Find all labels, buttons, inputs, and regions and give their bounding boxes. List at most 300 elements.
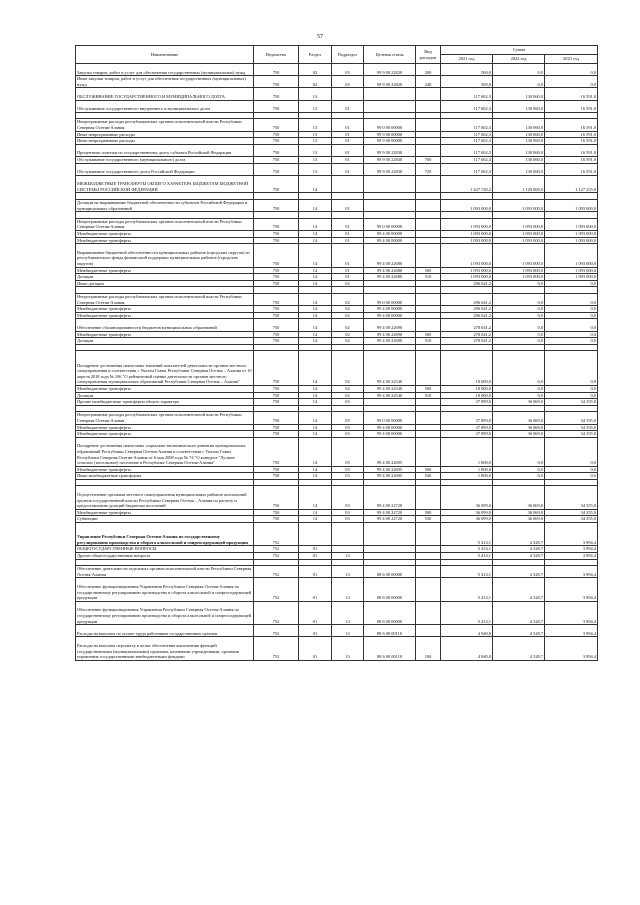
cell-section: [299, 287, 332, 294]
cell-exp-type: [416, 200, 441, 212]
cell-section: 14: [299, 351, 332, 386]
cell-name: [76, 212, 254, 219]
cell-2022: 130 060,0: [493, 163, 545, 175]
table-row: [76, 218, 598, 230]
cell-2023: [545, 344, 598, 351]
table-row: [76, 156, 598, 163]
cell-exp-type: [416, 131, 441, 138]
cell-section: 14: [299, 306, 332, 313]
cell-subsection: 03: [332, 431, 364, 438]
cell-2023: 0,0: [545, 473, 598, 480]
table-row: [76, 601, 598, 624]
col-header-subsection: Подраздел: [332, 46, 364, 64]
cell-2021: 1 093 000,0: [441, 231, 493, 238]
cell-ministry: 750: [254, 156, 299, 163]
cell-exp-type: [416, 212, 441, 219]
cell-2023: 16 591,0: [545, 144, 598, 156]
table-row: [76, 212, 598, 219]
cell-section: 14: [299, 424, 332, 431]
cell-subsection: [332, 287, 364, 294]
cell-section: 14: [299, 412, 332, 424]
cell-2023: 34 355,0: [545, 516, 598, 523]
cell-2021: 117 602,3: [441, 100, 493, 112]
cell-target: 99 4 00 22680: [364, 267, 416, 274]
cell-exp-type: [416, 523, 441, 546]
cell-section: [299, 212, 332, 219]
cell-name: Обеспечение деятельности отдельных органов исполнительной власти Республики Северная Осетия-Алания: [76, 566, 254, 578]
cell-section: 14: [299, 392, 332, 399]
cell-2022: 130 060,0: [493, 100, 545, 112]
cell-ministry: 750: [254, 331, 299, 338]
cell-section: 14: [299, 385, 332, 392]
cell-2022: 4 328,7: [493, 601, 545, 624]
table-row: [76, 466, 598, 473]
table-row: [76, 486, 598, 509]
budget-table: [75, 45, 598, 661]
cell-target: 88 6 00 00110: [364, 625, 416, 637]
cell-exp-type: [416, 88, 441, 100]
cell-2023: 34 355,0: [545, 431, 598, 438]
cell-2022: 130 060,0: [493, 119, 545, 131]
cell-section: 14: [299, 331, 332, 338]
cell-target: 99 4 00 22680: [364, 274, 416, 281]
cell-target: 88 6 00 00000: [364, 578, 416, 601]
cell-ministry: 750: [254, 231, 299, 238]
cell-target: 99 4 00 22540: [364, 385, 416, 392]
cell-2021: 117 602,3: [441, 131, 493, 138]
cell-name: Поощрение достижения наилучших значений показателей деятельности органов местного самоуправления в соответствии с Указом Главы Республики Северная Осетия – Алания от 10 апреля 2018 года № 106 "О рейтинговой оценке деятельности органов местного самоуправления муниципальных образований Республики Северная Осетия – Алания": [76, 351, 254, 386]
cell-exp-type: [416, 431, 441, 438]
cell-name: Выравнивание бюджетной обеспеченности муниципальных районов (городских округов) из республиканского фонда финансовой поддержки муниципальных районов (городских округов): [76, 244, 254, 267]
cell-subsection: 03: [332, 424, 364, 431]
cell-2023: 1 093 000,0: [545, 237, 598, 244]
cell-exp-type: [416, 175, 441, 193]
cell-2023: 16 591,0: [545, 156, 598, 163]
cell-2022: 0,0: [493, 64, 545, 76]
cell-subsection: 01: [332, 200, 364, 212]
cell-exp-type: [416, 193, 441, 200]
cell-target: [364, 280, 416, 287]
cell-exp-type: [416, 287, 441, 294]
table-row: [76, 431, 598, 438]
cell-name: ОБСЛУЖИВАНИЕ ГОСУДАРСТВЕННОГО И МУНИЦИПАЛЬНОГО ДОЛГА: [76, 88, 254, 100]
cell-exp-type: [416, 351, 441, 386]
cell-exp-type: 500: [416, 466, 441, 473]
cell-2023: 0,0: [545, 385, 598, 392]
cell-subsection: 13: [332, 601, 364, 624]
col-header-2023: 2023 год: [545, 55, 598, 64]
cell-subsection: 02: [332, 280, 364, 287]
cell-subsection: 02: [332, 351, 364, 386]
cell-name: МЕЖБЮДЖЕТНЫЕ ТРАНСФЕРТЫ ОБЩЕГО ХАРАКТЕРА БЮДЖЕТАМ БЮДЖЕТНОЙ СИСТЕМЫ РОССИЙСКОЙ ФЕДЕРАЦИИ: [76, 175, 254, 193]
cell-2022: 0,0: [493, 319, 545, 331]
cell-2023: 34 355,0: [545, 509, 598, 516]
cell-name: Непрограммные расходы республиканских органов исполнительной власти Республики Северная Осетия-Алания: [76, 412, 254, 424]
cell-ministry: 752: [254, 578, 299, 601]
cell-2021: 1 800,0: [441, 473, 493, 480]
cell-2021: 5 414,1: [441, 601, 493, 624]
table-row: [76, 237, 598, 244]
cell-2021: 4 940,8: [441, 637, 493, 660]
cell-2023: 0,0: [545, 294, 598, 306]
cell-ministry: 750: [254, 200, 299, 212]
cell-2023: 0,0: [545, 351, 598, 386]
cell-target: [364, 344, 416, 351]
table-row: [76, 193, 598, 200]
cell-2021: 500,0: [441, 76, 493, 88]
cell-2021: 37 899,0: [441, 399, 493, 406]
cell-section: 14: [299, 175, 332, 193]
table-row: [76, 566, 598, 578]
table-row: [76, 516, 598, 523]
cell-subsection: 03: [332, 509, 364, 516]
cell-2023: [545, 559, 598, 566]
cell-2023: 16 591,0: [545, 88, 598, 100]
cell-2023: 1 093 000,0: [545, 200, 598, 212]
cell-exp-type: [416, 553, 441, 560]
cell-2022: 36 069,0: [493, 412, 545, 424]
cell-name: Прочие межбюджетные трансферты общего характера: [76, 399, 254, 406]
cell-target: 99 9 00 22820: [364, 64, 416, 76]
cell-2023: 0,0: [545, 312, 598, 319]
cell-2021: 117 602,3: [441, 163, 493, 175]
table-row: [76, 112, 598, 119]
cell-2023: 16 591,0: [545, 138, 598, 145]
table-row: [76, 637, 598, 660]
cell-2023: 1 127 255,0: [545, 175, 598, 193]
cell-name: Расходы на выплаты по оплате труда работников государственных органов: [76, 625, 254, 637]
cell-2022: 0,0: [493, 385, 545, 392]
cell-exp-type: [416, 319, 441, 331]
cell-2022: 36 069,0: [493, 509, 545, 516]
cell-2023: 16 591,0: [545, 100, 598, 112]
cell-2021: 36 099,0: [441, 486, 493, 509]
cell-2022: 0,0: [493, 294, 545, 306]
table-row: [76, 559, 598, 566]
cell-exp-type: [416, 424, 441, 431]
cell-2021: 18 000,0: [441, 392, 493, 399]
table-row: [76, 138, 598, 145]
cell-2022: 130 060,0: [493, 88, 545, 100]
cell-subsection: 01: [332, 100, 364, 112]
cell-section: [299, 112, 332, 119]
cell-target: 99 4 00 22695: [364, 466, 416, 473]
cell-2022: 0,0: [493, 466, 545, 473]
cell-2023: 1 093 000,0: [545, 274, 598, 281]
cell-target: 99 4 00 22695: [364, 473, 416, 480]
table-row: [76, 287, 598, 294]
cell-exp-type: [416, 280, 441, 287]
cell-ministry: 750: [254, 351, 299, 386]
cell-target: [364, 553, 416, 560]
cell-name: [76, 405, 254, 412]
table-row: [76, 578, 598, 601]
cell-exp-type: [416, 578, 441, 601]
cell-subsection: 13: [332, 553, 364, 560]
cell-section: 13: [299, 119, 332, 131]
cell-section: [299, 405, 332, 412]
table-row: [76, 312, 598, 319]
cell-2023: 16 591,0: [545, 163, 598, 175]
cell-exp-type: [416, 112, 441, 119]
table-row: [76, 385, 598, 392]
cell-2021: 5 414,1: [441, 566, 493, 578]
cell-target: [364, 175, 416, 193]
cell-section: 14: [299, 200, 332, 212]
cell-exp-type: 500: [416, 267, 441, 274]
table-row: [76, 163, 598, 175]
cell-2021: 1 093 000,0: [441, 267, 493, 274]
cell-2023: [545, 405, 598, 412]
table-row: [76, 76, 598, 88]
cell-exp-type: [416, 100, 441, 112]
cell-2023: 0,0: [545, 319, 598, 331]
cell-2021: 1 093 000,0: [441, 274, 493, 281]
cell-2021: [441, 212, 493, 219]
cell-name: [76, 479, 254, 486]
cell-2023: [545, 287, 598, 294]
cell-name: Иные непрограммные расходы: [76, 138, 254, 145]
cell-exp-type: [416, 231, 441, 238]
cell-name: [76, 559, 254, 566]
cell-2022: 1 093 000,0: [493, 237, 545, 244]
cell-2022: 4 328,7: [493, 578, 545, 601]
cell-subsection: 01: [332, 119, 364, 131]
cell-target: [364, 559, 416, 566]
cell-exp-type: 200: [416, 64, 441, 76]
table-row: [76, 100, 598, 112]
cell-exp-type: 700: [416, 156, 441, 163]
cell-target: 99 0 00 00000: [364, 119, 416, 131]
cell-2023: 1 093 000,0: [545, 218, 598, 230]
table-row: [76, 280, 598, 287]
cell-subsection: [332, 405, 364, 412]
table-row: [76, 479, 598, 486]
cell-2022: 0,0: [493, 312, 545, 319]
cell-2021: 1 093 000,0: [441, 218, 493, 230]
cell-subsection: [332, 344, 364, 351]
cell-2021: 296 641,2: [441, 312, 493, 319]
cell-subsection: 01: [332, 156, 364, 163]
cell-name: Обслуживание государственного внутреннего и муниципального долга: [76, 100, 254, 112]
table-row: [76, 392, 598, 399]
cell-2023: 34 355,0: [545, 486, 598, 509]
cell-ministry: 750: [254, 76, 299, 88]
cell-ministry: [254, 212, 299, 219]
cell-section: 02: [299, 64, 332, 76]
cell-name: Обеспечение функционирования Управления Республики Северная Осетия-Алания по государственному регулированию производства и оборота алкогольной и спиртосодержащей продукции: [76, 578, 254, 601]
cell-2022: 1 093 000,0: [493, 231, 545, 238]
cell-target: 99 4 00 00000: [364, 231, 416, 238]
cell-2023: [545, 112, 598, 119]
cell-2023: 0,0: [545, 280, 598, 287]
table-header-row: [76, 46, 598, 55]
cell-ministry: 750: [254, 138, 299, 145]
cell-exp-type: [416, 625, 441, 637]
cell-name: Межбюджетные трансферты: [76, 237, 254, 244]
cell-name: Межбюджетные трансферты: [76, 424, 254, 431]
cell-name: Дотации: [76, 274, 254, 281]
cell-subsection: 01: [332, 131, 364, 138]
col-header-2022: 2022 год: [493, 55, 545, 64]
cell-target: 99 4 00 22720: [364, 486, 416, 509]
cell-subsection: 13: [332, 637, 364, 660]
cell-2023: 3 994,4: [545, 566, 598, 578]
cell-ministry: 750: [254, 119, 299, 131]
cell-name: Межбюджетные трансферты: [76, 312, 254, 319]
cell-subsection: 03: [332, 412, 364, 424]
cell-target: 99 4 00 22695: [364, 437, 416, 466]
cell-2021: 117 602,3: [441, 156, 493, 163]
cell-2023: 16 591,0: [545, 131, 598, 138]
cell-subsection: [332, 559, 364, 566]
cell-section: 14: [299, 509, 332, 516]
cell-target: 99 4 00 22720: [364, 516, 416, 523]
table-row: [76, 473, 598, 480]
table-row: [76, 64, 598, 76]
cell-target: 99 4 00 22690: [364, 319, 416, 331]
table-row: [76, 523, 598, 546]
cell-target: 99 4 00 00000: [364, 306, 416, 313]
cell-2023: 3 994,4: [545, 546, 598, 553]
cell-subsection: 01: [332, 163, 364, 175]
cell-2022: 0,0: [493, 392, 545, 399]
cell-2022: 36 069,0: [493, 424, 545, 431]
cell-2022: 130 060,0: [493, 144, 545, 156]
cell-2022: 130 060,0: [493, 131, 545, 138]
cell-exp-type: [416, 601, 441, 624]
cell-2021: 117 602,3: [441, 119, 493, 131]
cell-section: 13: [299, 88, 332, 100]
cell-2023: 3 994,4: [545, 553, 598, 560]
cell-ministry: 750: [254, 399, 299, 406]
cell-2023: 34 355,0: [545, 412, 598, 424]
cell-2022: 4 328,7: [493, 566, 545, 578]
cell-target: [364, 399, 416, 406]
cell-2023: [545, 193, 598, 200]
cell-section: 01: [299, 578, 332, 601]
cell-2022: 4 328,7: [493, 637, 545, 660]
cell-2022: 1 093 000,0: [493, 218, 545, 230]
cell-target: 99 4 00 22690: [364, 331, 416, 338]
cell-ministry: 750: [254, 319, 299, 331]
cell-ministry: 750: [254, 237, 299, 244]
cell-subsection: 03: [332, 76, 364, 88]
cell-name: Межбюджетные трансферты: [76, 331, 254, 338]
cell-ministry: 750: [254, 163, 299, 175]
cell-ministry: 750: [254, 392, 299, 399]
table-row: [76, 509, 598, 516]
cell-2021: [441, 287, 493, 294]
cell-ministry: 752: [254, 553, 299, 560]
cell-name: [76, 193, 254, 200]
cell-target: 99 4 00 00000: [364, 237, 416, 244]
cell-section: 13: [299, 131, 332, 138]
cell-2022: [493, 405, 545, 412]
cell-2021: [441, 479, 493, 486]
cell-2021: 18 000,0: [441, 385, 493, 392]
cell-section: 13: [299, 144, 332, 156]
cell-section: 01: [299, 637, 332, 660]
cell-exp-type: [416, 144, 441, 156]
cell-name: Иные закупки товаров, работ и услуг для обеспечения государственных (муниципальных) нужд: [76, 76, 254, 88]
cell-subsection: 02: [332, 294, 364, 306]
cell-2021: 4 940,8: [441, 625, 493, 637]
cell-target: 99 9 00 22830: [364, 163, 416, 175]
cell-2023: 0,0: [545, 466, 598, 473]
cell-ministry: 752: [254, 546, 299, 553]
cell-ministry: 750: [254, 516, 299, 523]
cell-2022: 130 060,0: [493, 156, 545, 163]
cell-name: Обслуживание государственного долга Российской Федерации: [76, 163, 254, 175]
cell-2023: 34 355,0: [545, 399, 598, 406]
cell-2023: 0,0: [545, 437, 598, 466]
cell-ministry: 750: [254, 131, 299, 138]
cell-exp-type: 530: [416, 516, 441, 523]
cell-ministry: 750: [254, 88, 299, 100]
cell-ministry: [254, 559, 299, 566]
cell-ministry: 750: [254, 175, 299, 193]
cell-target: [364, 200, 416, 212]
cell-subsection: [332, 212, 364, 219]
cell-section: 13: [299, 138, 332, 145]
cell-2023: 0,0: [545, 64, 598, 76]
cell-subsection: [332, 112, 364, 119]
cell-2021: 1 093 000,0: [441, 237, 493, 244]
cell-exp-type: [416, 312, 441, 319]
cell-subsection: 02: [332, 392, 364, 399]
cell-exp-type: [416, 138, 441, 145]
cell-2022: 1 093 000,0: [493, 244, 545, 267]
cell-exp-type: [416, 399, 441, 406]
cell-section: 14: [299, 312, 332, 319]
cell-ministry: 750: [254, 144, 299, 156]
cell-2022: 130 060,0: [493, 138, 545, 145]
cell-target: 88 6 00 00000: [364, 601, 416, 624]
cell-2021: 278 641,2: [441, 319, 493, 331]
cell-subsection: 03: [332, 466, 364, 473]
cell-target: 99 0 00 00000: [364, 218, 416, 230]
cell-exp-type: 500: [416, 509, 441, 516]
cell-2021: 36 099,0: [441, 509, 493, 516]
cell-2021: 5 414,1: [441, 546, 493, 553]
table-row: [76, 306, 598, 313]
cell-exp-type: 100: [416, 637, 441, 660]
cell-2022: 36 069,0: [493, 516, 545, 523]
cell-target: 99 4 00 00000: [364, 431, 416, 438]
cell-subsection: 02: [332, 385, 364, 392]
cell-exp-type: [416, 486, 441, 509]
cell-target: [364, 479, 416, 486]
cell-target: 99 9 00 22830: [364, 144, 416, 156]
col-header-ministry: Ведомство: [254, 46, 299, 64]
cell-target: 99 0 00 00000: [364, 412, 416, 424]
cell-name: [76, 112, 254, 119]
cell-name: Межбюджетные трансферты: [76, 306, 254, 313]
cell-ministry: [254, 405, 299, 412]
cell-2022: 0,0: [493, 306, 545, 313]
cell-2022: [493, 287, 545, 294]
cell-exp-type: [416, 306, 441, 313]
cell-2021: 117 602,3: [441, 144, 493, 156]
cell-subsection: 03: [332, 486, 364, 509]
cell-target: 88 6 00 00000: [364, 566, 416, 578]
cell-2022: 0,0: [493, 473, 545, 480]
cell-ministry: 750: [254, 385, 299, 392]
cell-section: 14: [299, 267, 332, 274]
cell-exp-type: [416, 294, 441, 306]
cell-name: Дотации на выравнивание бюджетной обеспеченности субъектов Российской Федерации и муниципальных образований: [76, 200, 254, 212]
